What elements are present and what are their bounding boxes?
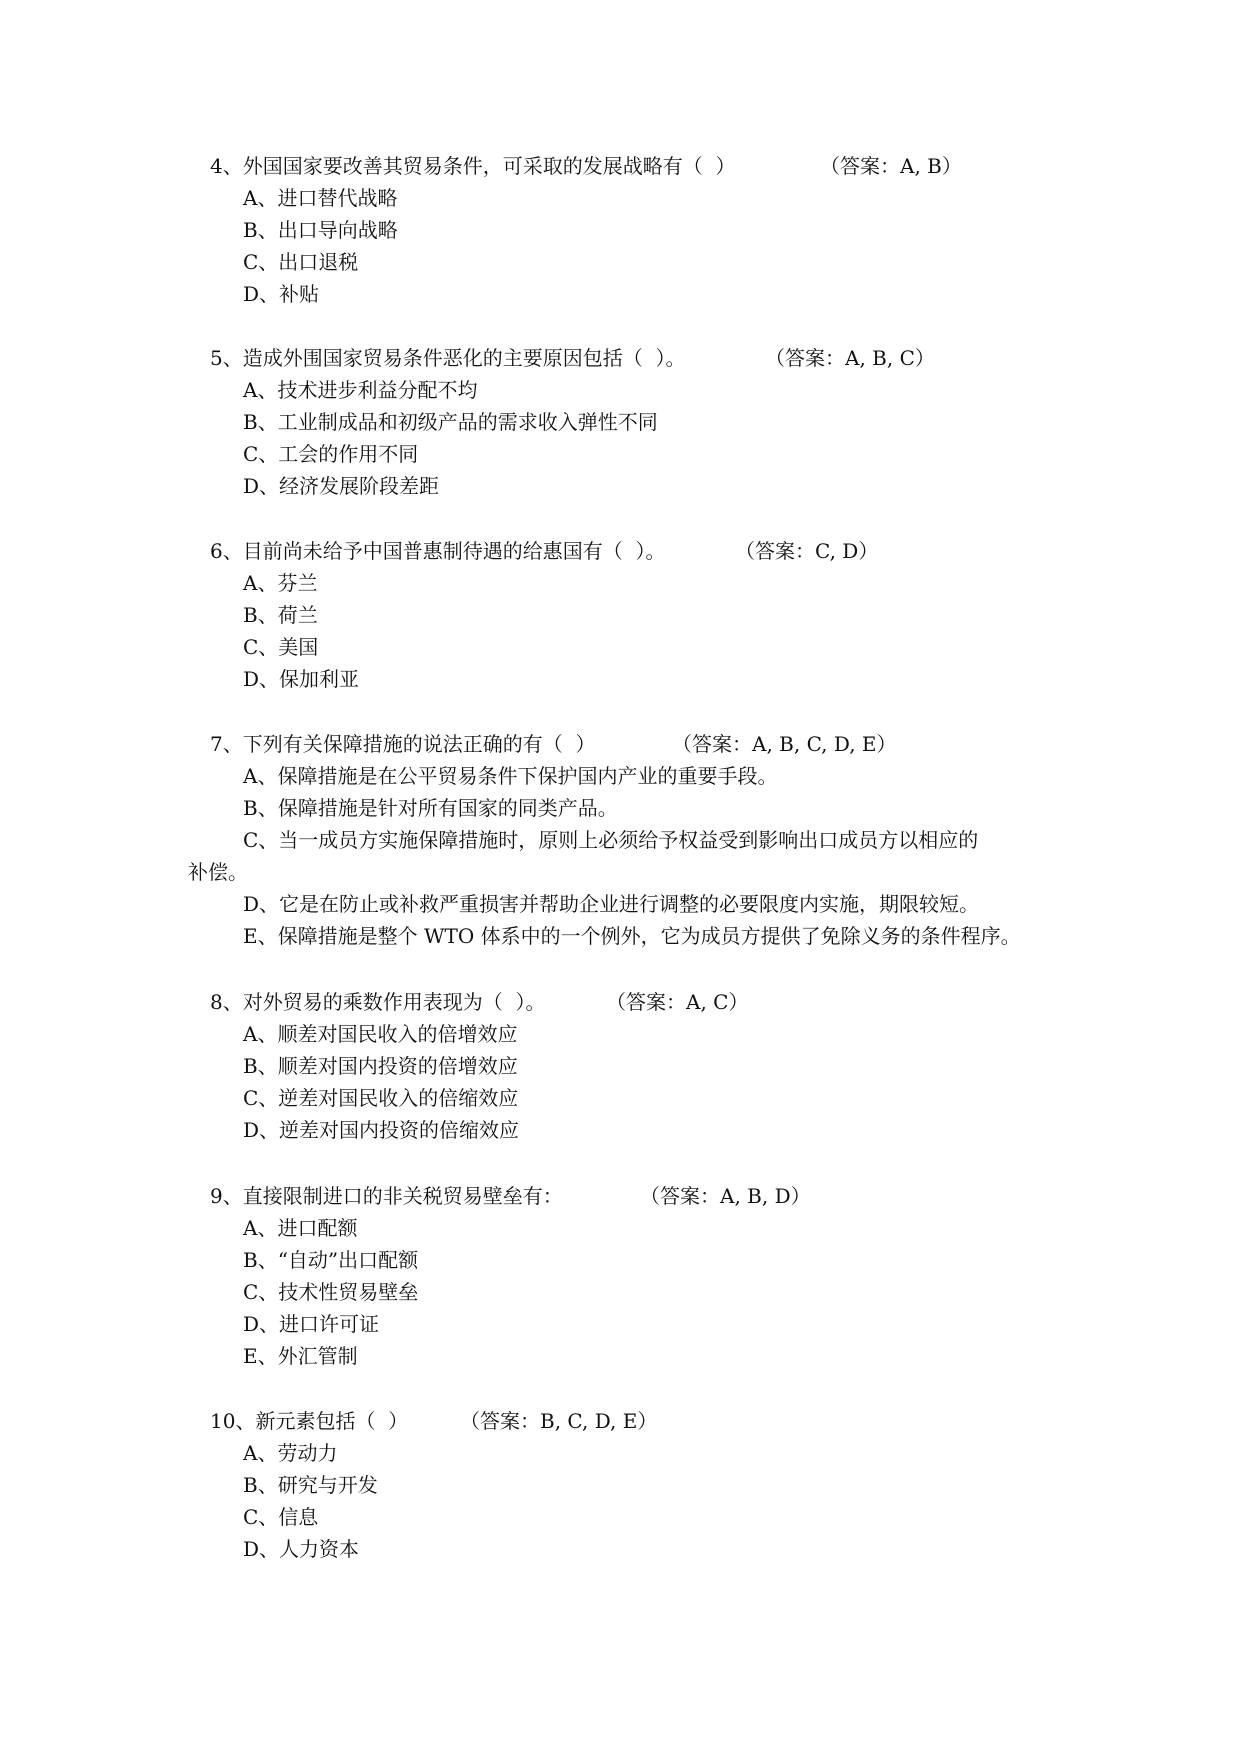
answer-key: （答案：B, C, D, E） xyxy=(460,1409,658,1433)
option-c-continuation: 补偿。 xyxy=(188,860,248,884)
option-c: C、工会的作用不同 xyxy=(243,442,419,466)
option-c: C、出口退税 xyxy=(243,250,359,274)
option-b: B、“自动”出口配额 xyxy=(243,1248,419,1272)
option-a: A、劳动力 xyxy=(243,1441,338,1465)
option-d: D、逆差对国内投资的倍缩效应 xyxy=(243,1118,520,1142)
question-prompt: 9、直接限制进口的非关税贸易壁垒有： xyxy=(210,1184,563,1208)
option-c: C、信息 xyxy=(243,1505,319,1529)
answer-key: （答案：C, D） xyxy=(735,539,879,563)
option-c: C、逆差对国民收入的倍缩效应 xyxy=(243,1086,519,1110)
option-b: B、出口导向战略 xyxy=(243,218,398,242)
option-c: C、技术性贸易壁垒 xyxy=(243,1280,419,1304)
option-e: E、外汇管制 xyxy=(243,1344,358,1368)
option-d: D、人力资本 xyxy=(243,1537,360,1561)
option-b: B、荷兰 xyxy=(243,603,318,627)
question-prompt: 4、外国国家要改善其贸易条件，可采取的发展战略有（ ） xyxy=(210,154,736,178)
option-b: B、工业制成品和初级产品的需求收入弹性不同 xyxy=(243,410,658,434)
option-d: D、经济发展阶段差距 xyxy=(243,474,440,498)
question-prompt: 10、新元素包括（ ） xyxy=(210,1409,409,1433)
answer-key: （答案：A, B, C, D, E） xyxy=(672,732,897,756)
question-prompt: 6、目前尚未给予中国普惠制待遇的给惠国有（ ）。 xyxy=(210,539,666,563)
option-d: D、它是在防止或补救严重损害并帮助企业进行调整的必要限度内实施，期限较短。 xyxy=(243,892,980,916)
answer-key: （答案：A, B, D） xyxy=(640,1184,811,1208)
option-e: E、保障措施是整个 WTO 体系中的一个例外，它为成员方提供了免除义务的条件程序。 xyxy=(243,924,1021,948)
answer-key: （答案：A, B） xyxy=(820,154,962,178)
option-c: C、当一成员方实施保障措施时，原则上必须给予权益受到影响出口成员方以相应的 xyxy=(243,828,979,852)
option-a: A、保障措施是在公平贸易条件下保护国内产业的重要手段。 xyxy=(243,764,778,788)
option-d: D、补贴 xyxy=(243,282,320,306)
question-prompt: 5、造成外围国家贸易条件恶化的主要原因包括（ ）。 xyxy=(210,346,686,370)
question-prompt: 7、下列有关保障措施的说法正确的有（ ） xyxy=(210,732,596,756)
option-a: A、芬兰 xyxy=(243,571,318,595)
option-d: D、保加利亚 xyxy=(243,667,360,691)
option-d: D、进口许可证 xyxy=(243,1312,380,1336)
option-b: B、顺差对国内投资的倍增效应 xyxy=(243,1054,518,1078)
option-a: A、顺差对国民收入的倍增效应 xyxy=(243,1022,518,1046)
option-b: B、保障措施是针对所有国家的同类产品。 xyxy=(243,796,618,820)
answer-key: （答案：A, B, C） xyxy=(765,346,935,370)
option-c: C、美国 xyxy=(243,635,319,659)
answer-key: （答案：A, C） xyxy=(606,990,749,1014)
question-prompt: 8、对外贸易的乘数作用表现为（ ）。 xyxy=(210,990,546,1014)
option-a: A、进口配额 xyxy=(243,1216,358,1240)
option-a: A、技术进步利益分配不均 xyxy=(243,378,478,402)
option-a: A、进口替代战略 xyxy=(243,186,398,210)
option-b: B、研究与开发 xyxy=(243,1473,378,1497)
